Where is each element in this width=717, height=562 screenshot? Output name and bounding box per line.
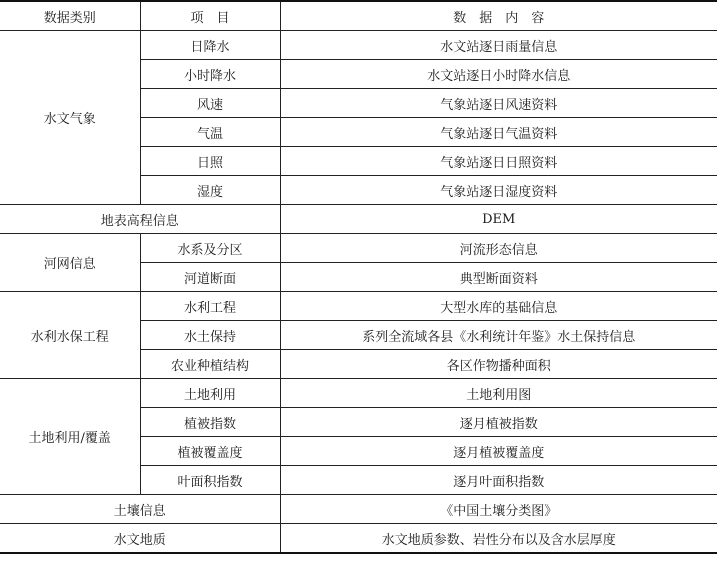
category-cell-soil: 土壤信息 xyxy=(0,495,280,524)
content-cell: 《中国土壤分类图》 xyxy=(280,495,717,524)
item-cell: 湿度 xyxy=(140,176,280,205)
content-cell: 典型断面资料 xyxy=(280,263,717,292)
header-content: 数 据 内 容 xyxy=(280,1,717,31)
category-cell-elevation: 地表高程信息 xyxy=(0,205,280,234)
header-category: 数据类别 xyxy=(0,1,140,31)
content-cell: 气象站逐日日照资料 xyxy=(280,147,717,176)
item-cell: 日降水 xyxy=(140,31,280,60)
category-cell-landuse: 土地利用/覆盖 xyxy=(0,379,140,495)
item-cell: 气温 xyxy=(140,118,280,147)
table-row xyxy=(0,292,717,321)
item-cell: 植被指数 xyxy=(140,408,280,437)
table-row xyxy=(0,234,717,263)
item-cell: 日照 xyxy=(140,147,280,176)
content-cell: 逐月叶面积指数 xyxy=(280,466,717,495)
item-cell: 土地利用 xyxy=(140,379,280,408)
item-cell: 水利工程 xyxy=(140,292,280,321)
table-row xyxy=(0,524,717,554)
content-cell: 土地利用图 xyxy=(280,379,717,408)
content-cell: 气象站逐日风速资料 xyxy=(280,89,717,118)
content-cell: 系列全流域各县《水利统计年鉴》水土保持信息 xyxy=(280,321,717,350)
content-cell: 逐月植被覆盖度 xyxy=(280,437,717,466)
item-cell: 水系及分区 xyxy=(140,234,280,263)
item-cell: 叶面积指数 xyxy=(140,466,280,495)
content-cell: 逐月植被指数 xyxy=(280,408,717,437)
item-cell: 风速 xyxy=(140,89,280,118)
content-cell: DEM xyxy=(280,205,717,234)
content-cell: 气象站逐日湿度资料 xyxy=(280,176,717,205)
content-cell: 水文站逐日雨量信息 xyxy=(280,31,717,60)
item-cell: 植被覆盖度 xyxy=(140,437,280,466)
table-row xyxy=(0,379,717,408)
table-header-row xyxy=(0,1,717,31)
category-cell-hydrogeology: 水文地质 xyxy=(0,524,280,554)
content-cell: 水文地质参数、岩性分布以及含水层厚度 xyxy=(280,524,717,554)
item-cell: 河道断面 xyxy=(140,263,280,292)
content-cell: 各区作物播种面积 xyxy=(280,350,717,379)
content-cell: 水文站逐日小时降水信息 xyxy=(280,60,717,89)
table-row xyxy=(0,31,717,60)
table-row xyxy=(0,495,717,524)
header-item: 项 目 xyxy=(140,1,280,31)
category-cell-hydromet: 水文气象 xyxy=(0,31,140,205)
content-cell: 气象站逐日气温资料 xyxy=(280,118,717,147)
category-cell-river: 河网信息 xyxy=(0,234,140,292)
item-cell: 小时降水 xyxy=(140,60,280,89)
item-cell: 农业种植结构 xyxy=(140,350,280,379)
category-cell-conservancy: 水利水保工程 xyxy=(0,292,140,379)
item-cell: 水土保持 xyxy=(140,321,280,350)
table-row xyxy=(0,205,717,234)
content-cell: 河流形态信息 xyxy=(280,234,717,263)
content-cell: 大型水库的基础信息 xyxy=(280,292,717,321)
